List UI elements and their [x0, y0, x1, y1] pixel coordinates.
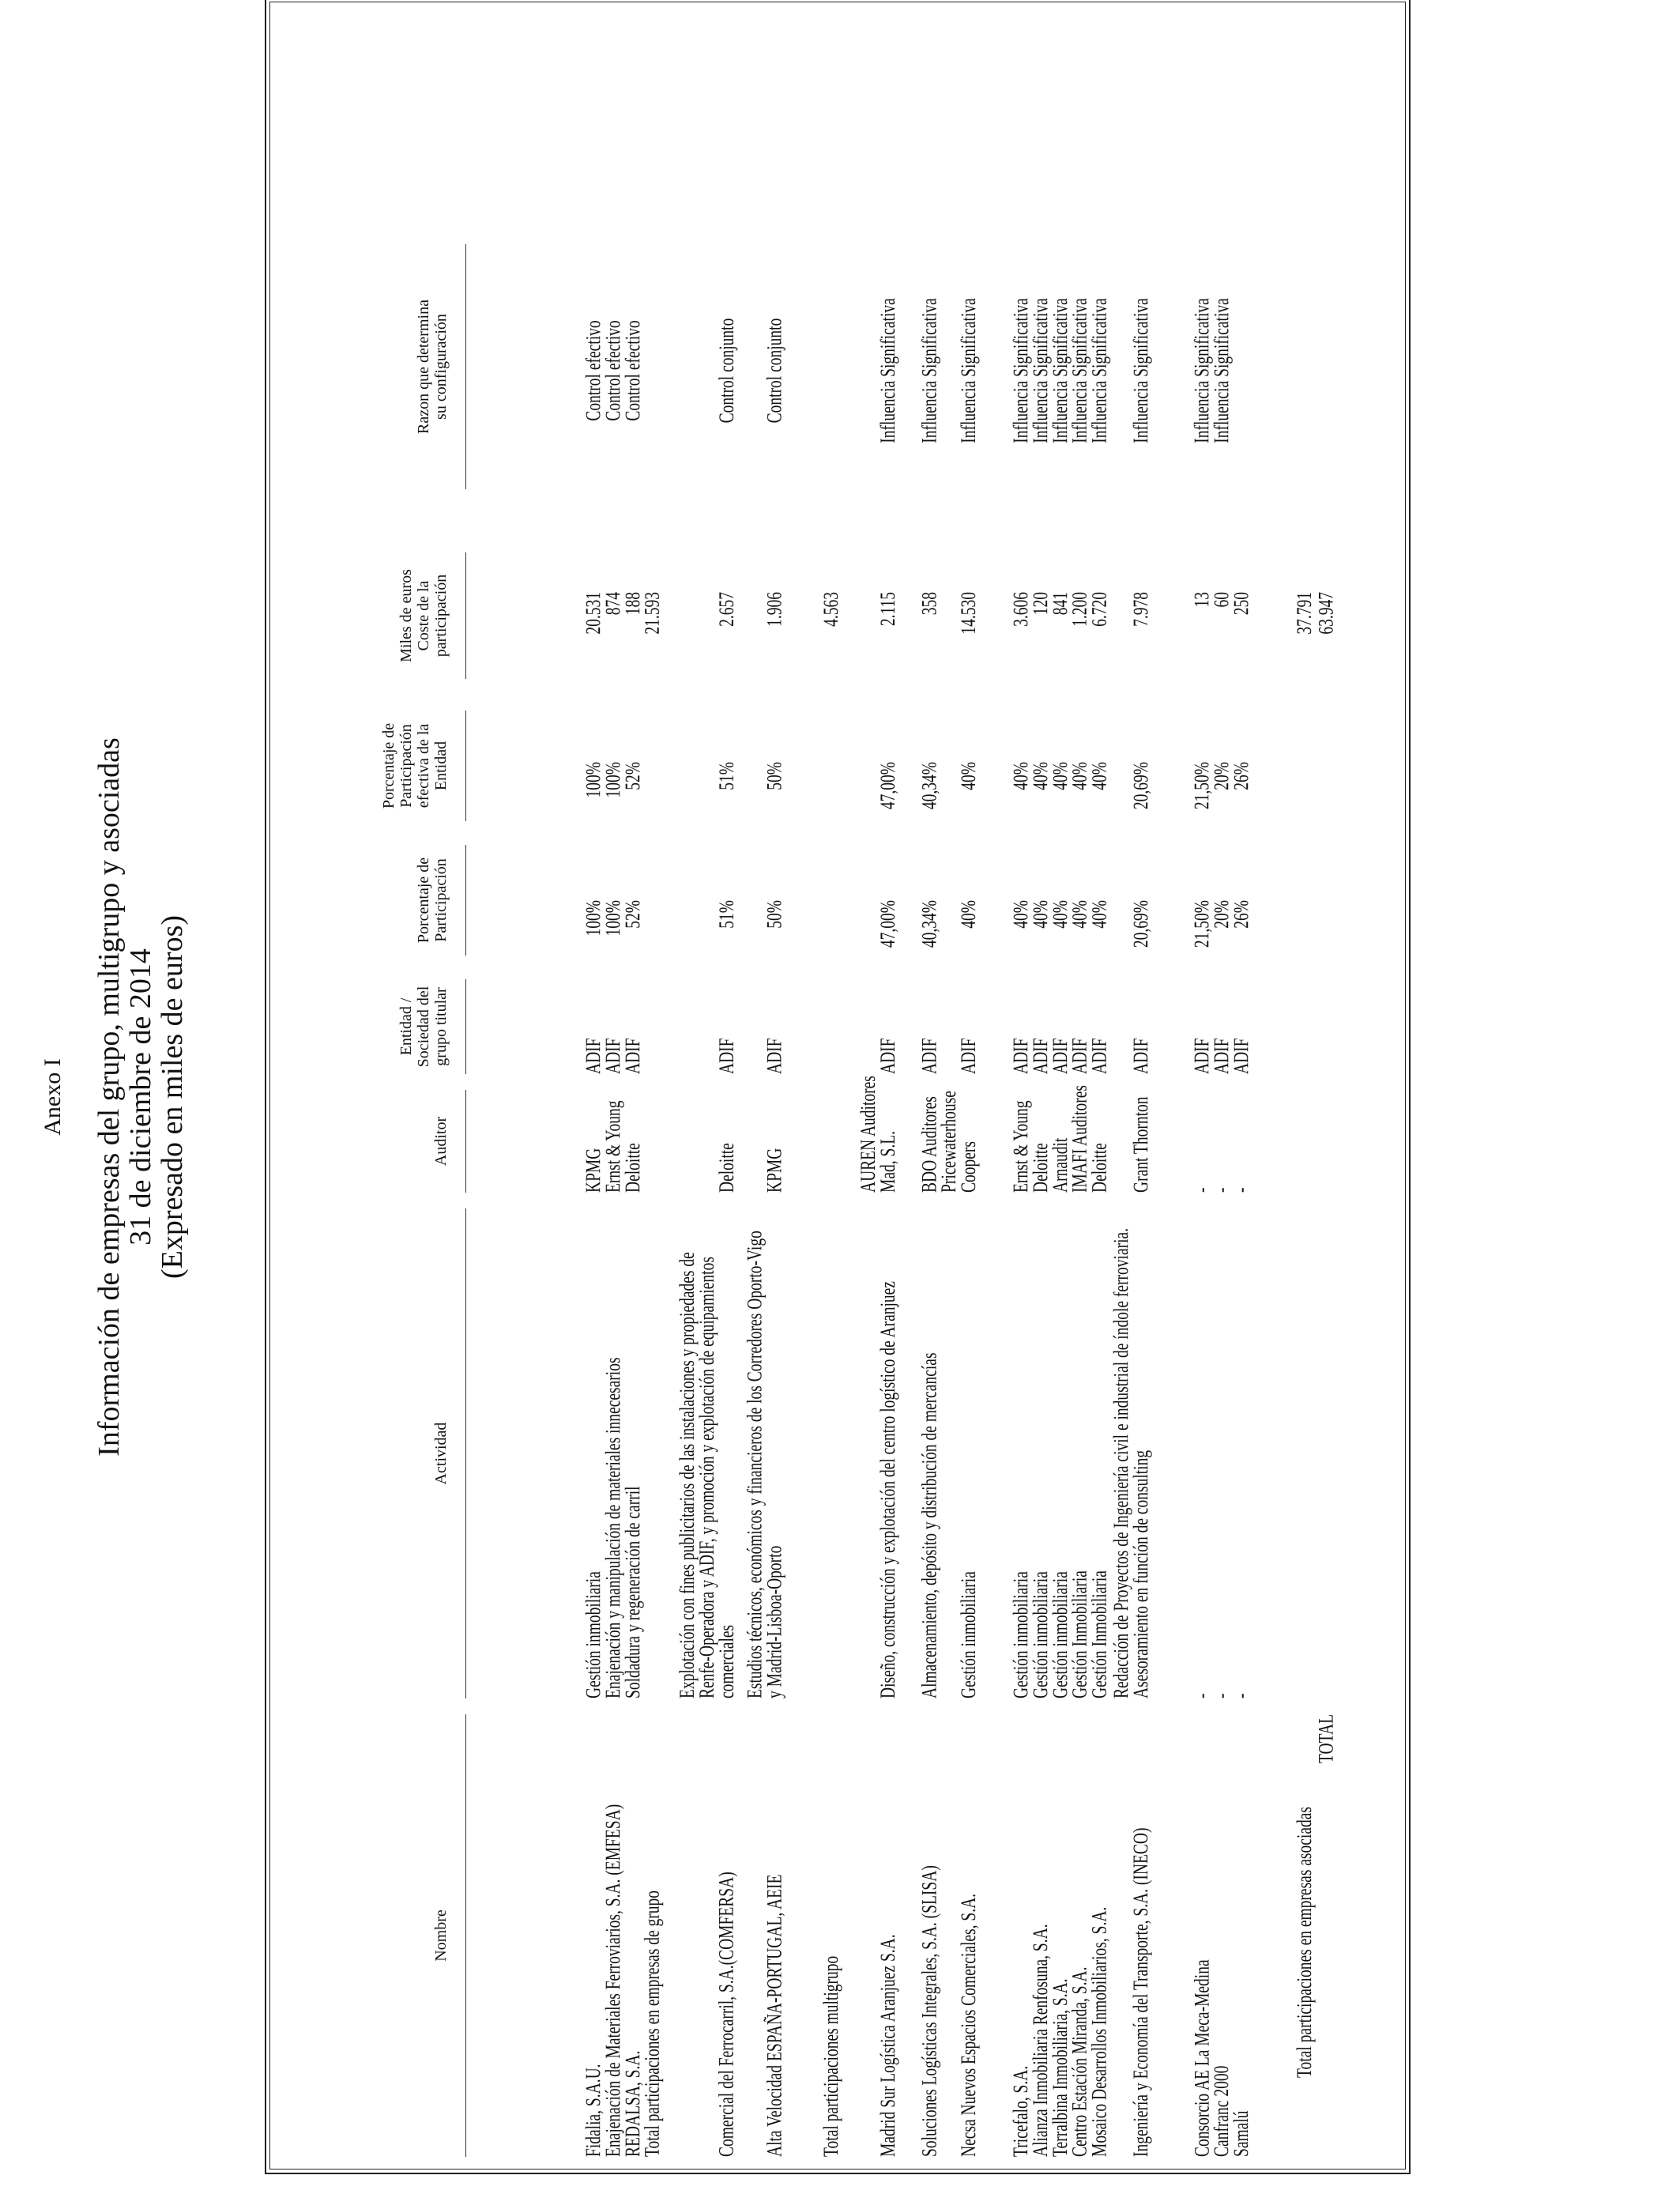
cell-nombre: Necsa Nuevos Espacios Comerciales, S.A. — [957, 1893, 981, 2157]
underline-porcentaje — [465, 845, 466, 956]
cell-auditor: Deloitte — [1088, 1143, 1112, 1193]
cell-nombre: REDALSA, S.A. — [621, 2050, 645, 2157]
cell-actividad: Gestión inmobiliaria — [582, 1571, 606, 1698]
cell-auditor: - — [1191, 1187, 1215, 1193]
cell-razon: Influencia Significativa — [1030, 298, 1053, 443]
cell-razon: Influencia Significativa — [1049, 298, 1072, 443]
cell-pct: 50% — [763, 900, 787, 929]
header-actividad: Actividad — [432, 1422, 450, 1485]
cell-nombre: Madrid Sur Logística Aranjuez S.A. — [876, 1934, 900, 2157]
cell-coste: 6.720 — [1088, 592, 1112, 627]
cell-pct: 47,00% — [876, 900, 900, 948]
cell-auditor: KPMG — [763, 1148, 787, 1193]
cell-actividad: - — [1191, 1693, 1215, 1698]
cell-actividad: Gestión Inmobiliaria — [1068, 1570, 1092, 1698]
cell-coste: 358 — [918, 592, 942, 616]
cell-coste: 2.115 — [876, 592, 900, 627]
cell-coste: 250 — [1230, 592, 1253, 616]
cell-auditor: Grant Thornton — [1129, 1096, 1153, 1193]
cell-pct: 40,34% — [918, 900, 942, 948]
annex-label: Anexo I — [40, 1058, 66, 1136]
cell-auditor: - — [1230, 1187, 1253, 1193]
cell-pct-ef: 40% — [1010, 762, 1034, 790]
cell-actividad: Soldadura y regeneración de carril — [621, 1486, 645, 1698]
cell-razon: Control efectivo — [582, 320, 606, 421]
cell-actividad: - — [1230, 1693, 1253, 1698]
cell-pct: 40% — [1049, 900, 1072, 929]
cell-entidad: ADIF — [602, 1038, 626, 1074]
cell-nombre: Mosaico Desarrollos Inmobiliarios, S.A. — [1088, 1906, 1112, 2157]
cell-coste: 1.200 — [1068, 592, 1092, 627]
underline-actividad — [465, 1208, 466, 1698]
cell-coste: 7.978 — [1129, 592, 1153, 627]
cell-entidad: ADIF — [621, 1038, 645, 1074]
cell-nombre: Ingeniería y Economía del Transporte, S.A. (INECO) — [1129, 1827, 1153, 2157]
cell-razon: Influencia Significativa — [957, 298, 981, 443]
cell-coste: 4.563 — [820, 592, 844, 627]
header-porcentaje-l2: Participación — [432, 858, 450, 942]
cell-entidad: ADIF — [876, 1038, 900, 1074]
underline-razon — [465, 244, 466, 489]
cell-pct-ef: 100% — [582, 762, 606, 798]
header-porcentaje-l1: Porcentaje de — [415, 857, 432, 944]
cell-razon: Influencia Significativa — [1068, 298, 1092, 443]
cell-coste: 1.906 — [763, 592, 787, 627]
cell-entidad: ADIF — [1088, 1038, 1112, 1074]
underline-nombre — [465, 1714, 466, 2157]
cell-nombre: Samalú — [1230, 2110, 1253, 2157]
cell-coste: 3.606 — [1010, 592, 1034, 627]
cell-pct: 21,50% — [1191, 900, 1215, 948]
cell-entidad: ADIF — [957, 1038, 981, 1074]
cell-pct: 40% — [1088, 900, 1112, 929]
cell-actividad: Gestión Inmobiliaria — [1088, 1570, 1112, 1698]
cell-coste: 120 — [1030, 592, 1053, 616]
underline-entidad — [465, 979, 466, 1074]
cell-entidad: ADIF — [1068, 1038, 1092, 1074]
cell-nombre: Soluciones Logísticas Integrales, S.A. (SLISA) — [918, 1865, 942, 2157]
cell-auditor: Pricewaterhouse — [938, 1091, 962, 1193]
cell-actividad: Diseño, construcción y explotación del centro logístico de Aranjuez — [876, 1281, 900, 1698]
cell-actividad: Almacenamiento, depósito y distribución de mercancías — [918, 1352, 942, 1698]
cell-razon: Control efectivo — [602, 320, 626, 421]
cell-auditor: Deloitte — [715, 1143, 739, 1193]
total-value: 63.947 — [1315, 592, 1339, 635]
cell-razon: Influencia Significativa — [1010, 298, 1034, 443]
cell-auditor: KPMG — [582, 1148, 606, 1193]
cell-entidad: ADIF — [1191, 1038, 1215, 1074]
cell-pct: 26% — [1230, 900, 1253, 929]
cell-entidad: ADIF — [1049, 1038, 1072, 1074]
header-entidad-l1: Entidad / — [397, 997, 415, 1056]
header-porcentaje-efectivo — [380, 703, 450, 829]
cell-pct-ef: 40% — [957, 762, 981, 790]
cell-actividad: Enajenación y manipulación de materiales innecesarios — [602, 1357, 626, 1698]
cell-pct-ef: 100% — [602, 762, 626, 798]
cell-auditor: - — [1211, 1187, 1234, 1193]
cell-nombre: Alianza Inmobiliaria Renfosuna, S.A. — [1030, 1924, 1053, 2157]
header-pe-l2: Participación — [397, 724, 415, 808]
cell-entidad: ADIF — [1010, 1038, 1034, 1074]
cell-razon: Influencia Significativa — [918, 298, 942, 443]
cell-actividad: Gestión inmobiliaria — [1010, 1571, 1034, 1698]
cell-pct-ef: 40,34% — [918, 762, 942, 810]
header-porcentaje — [415, 837, 450, 963]
cell-razon: Influencia Significativa — [1129, 298, 1153, 443]
cell-actividad-cont: Asesoramiento en función de consulting — [1129, 1449, 1153, 1698]
cell-pct-ef: 40% — [1068, 762, 1092, 790]
cell-pct: 40% — [1068, 900, 1092, 929]
cell-auditor: Deloitte — [1030, 1143, 1053, 1193]
underline-coste — [465, 552, 466, 679]
cell-actividad-cont: Renfe-Operadora y ADIF, y promoción y explotación de equipamientos — [695, 1257, 719, 1698]
cell-actividad: Explotación con fines publicitarios de las instalaciones y propiedades de — [676, 1252, 699, 1698]
cell-nombre: Consorcio AE La Meca-Medina — [1191, 1959, 1215, 2157]
cell-pct: 40% — [1030, 900, 1053, 929]
header-coste-l3: participación — [432, 574, 450, 658]
cell-actividad-cont: comerciales — [715, 1624, 739, 1698]
header-razon — [415, 236, 450, 497]
title-line-2: 31 de diciembre de 2014 — [124, 948, 157, 1246]
cell-pct: 40% — [957, 900, 981, 929]
cell-actividad: - — [1211, 1693, 1234, 1698]
cell-entidad: ADIF — [763, 1038, 787, 1074]
cell-auditor: Arnaudit — [1049, 1137, 1072, 1193]
cell-actividad: Gestión inmobiliaria — [1049, 1571, 1072, 1698]
header-coste — [397, 545, 450, 687]
cell-actividad: Estudios técnicos, económicos y financieros de los Corredores Oporto-Vigo — [744, 1231, 767, 1698]
cell-entidad: ADIF — [582, 1038, 606, 1074]
cell-coste: 874 — [602, 592, 626, 616]
cell-pct-ef: 51% — [715, 762, 739, 790]
cell-pct-ef: 21,50% — [1191, 762, 1215, 810]
cell-coste: 2.657 — [715, 592, 739, 627]
cell-nombre: Alta Velocidad ESPAÑA-PORTUGAL, AEIE — [763, 1874, 787, 2157]
cell-pct-ef: 52% — [621, 762, 645, 790]
cell-pct: 40% — [1010, 900, 1034, 929]
cell-nombre: Total participaciones en empresas de grupo — [641, 1890, 665, 2157]
cell-entidad: ADIF — [715, 1038, 739, 1074]
cell-pct: 52% — [621, 900, 645, 929]
cell-razon: Influencia Significativa — [1191, 298, 1215, 443]
cell-pct-ef: 20% — [1211, 762, 1234, 790]
total-asociadas-label: Total participaciones en empresas asociadas — [1293, 1807, 1317, 2078]
cell-nombre: Enajenación de Materiales Ferroviarios, S.A. (EMFESA) — [602, 1804, 626, 2157]
cell-auditor: IMAFI Auditores — [1068, 1085, 1092, 1193]
cell-razon: Influencia Significativa — [1211, 298, 1234, 443]
title-block — [93, 0, 188, 2194]
cell-pct: 20,69% — [1129, 900, 1153, 948]
cell-nombre: Comercial del Ferrocarril, S.A.(COMFERSA) — [715, 1872, 739, 2157]
table-frame — [265, 0, 1411, 2174]
cell-entidad: ADIF — [1129, 1038, 1153, 1074]
header-coste-l1: Miles de euros — [397, 569, 415, 662]
header-pe-l1: Porcentaje de — [380, 722, 397, 809]
cell-pct: 51% — [715, 900, 739, 929]
cell-auditor: Ernst & Young — [1010, 1100, 1034, 1193]
header-pe-l3: efectiva de la — [415, 723, 432, 809]
cell-coste: 188 — [621, 592, 645, 616]
cell-entidad: ADIF — [1230, 1038, 1253, 1074]
cell-coste: 841 — [1049, 592, 1072, 616]
cell-pct: 100% — [582, 900, 606, 937]
cell-nombre: Centro Estación Miranda, S.A. — [1068, 1966, 1092, 2157]
underline-auditor — [465, 1090, 466, 1193]
header-coste-l2: Coste de la — [415, 580, 432, 651]
cell-pct: 100% — [602, 900, 626, 937]
cell-razon: Influencia Significativa — [1088, 298, 1112, 443]
header-razon-l1: Razon que determina — [415, 300, 432, 434]
cell-coste: 14.530 — [957, 592, 981, 635]
cell-coste: 20.531 — [582, 592, 606, 635]
header-razon-l2: su configuración — [432, 314, 450, 420]
title-line-3: (Expresado en miles de euros) — [156, 914, 189, 1280]
total-label: TOTAL — [1315, 1714, 1339, 1763]
cell-auditor-cont: Mad, S.L. — [876, 1131, 900, 1193]
cell-razon: Control efectivo — [621, 320, 645, 421]
cell-pct-ef: 20,69% — [1129, 762, 1153, 810]
cell-nombre: Tricefalo, S.A. — [1010, 2065, 1034, 2157]
header-entidad-l3: grupo titular — [432, 987, 450, 1066]
cell-actividad: Gestión inmobiliaria — [1030, 1571, 1053, 1698]
cell-actividad: Redacción de Proyectos de Ingeniería civil e industrial de índole ferroviaria. — [1110, 1227, 1134, 1698]
cell-nombre: Total participaciones multigrupo — [820, 1955, 844, 2157]
cell-coste: 13 — [1191, 592, 1215, 608]
header-entidad — [397, 971, 450, 1082]
cell-auditor: BDO Auditores — [918, 1096, 942, 1193]
cell-pct-ef: 50% — [763, 762, 787, 790]
cell-pct-ef: 40% — [1030, 762, 1053, 790]
header-entidad-l2: Sociedad del — [415, 986, 432, 1068]
cell-razon: Control conjunto — [715, 318, 739, 424]
header-pe-l4: Entidad — [432, 741, 450, 791]
cell-entidad: ADIF — [1030, 1038, 1053, 1074]
cell-razon: Control conjunto — [763, 318, 787, 424]
cell-auditor-cont: Coopers — [957, 1141, 981, 1193]
cell-coste: 21.593 — [641, 592, 665, 635]
title-line-1: Información de empresas del grupo, multigrupo y asociadas — [92, 737, 126, 1457]
cell-auditor: AUREN Auditores — [857, 1076, 880, 1193]
cell-actividad: Gestión inmobiliaria — [957, 1571, 981, 1698]
cell-actividad-cont: y Madrid-Lisboa-Oporto — [763, 1545, 787, 1698]
cell-coste: 60 — [1211, 592, 1234, 608]
cell-pct-ef: 47,00% — [876, 762, 900, 810]
cell-pct-ef: 40% — [1049, 762, 1072, 790]
total-asociadas-value: 37.791 — [1293, 592, 1317, 635]
header-nombre: Nombre — [432, 1909, 450, 1962]
cell-pct-ef: 40% — [1088, 762, 1112, 790]
cell-auditor: Deloitte — [621, 1143, 645, 1193]
cell-nombre: Terralbina Inmobiliaria, S.A. — [1049, 1978, 1072, 2157]
cell-pct-ef: 26% — [1230, 762, 1253, 790]
header-auditor: Auditor — [432, 1116, 450, 1167]
cell-entidad: ADIF — [918, 1038, 942, 1074]
cell-razon: Influencia Significativa — [876, 298, 900, 443]
cell-auditor: Ernst & Young — [602, 1100, 626, 1193]
cell-nombre: Fidalia, S.A.U. — [582, 2064, 606, 2157]
cell-pct: 20% — [1211, 900, 1234, 929]
underline-porcentaje-efectivo — [465, 711, 466, 821]
cell-nombre: Canfranc 2000 — [1211, 2065, 1234, 2157]
cell-entidad: ADIF — [1211, 1038, 1234, 1074]
